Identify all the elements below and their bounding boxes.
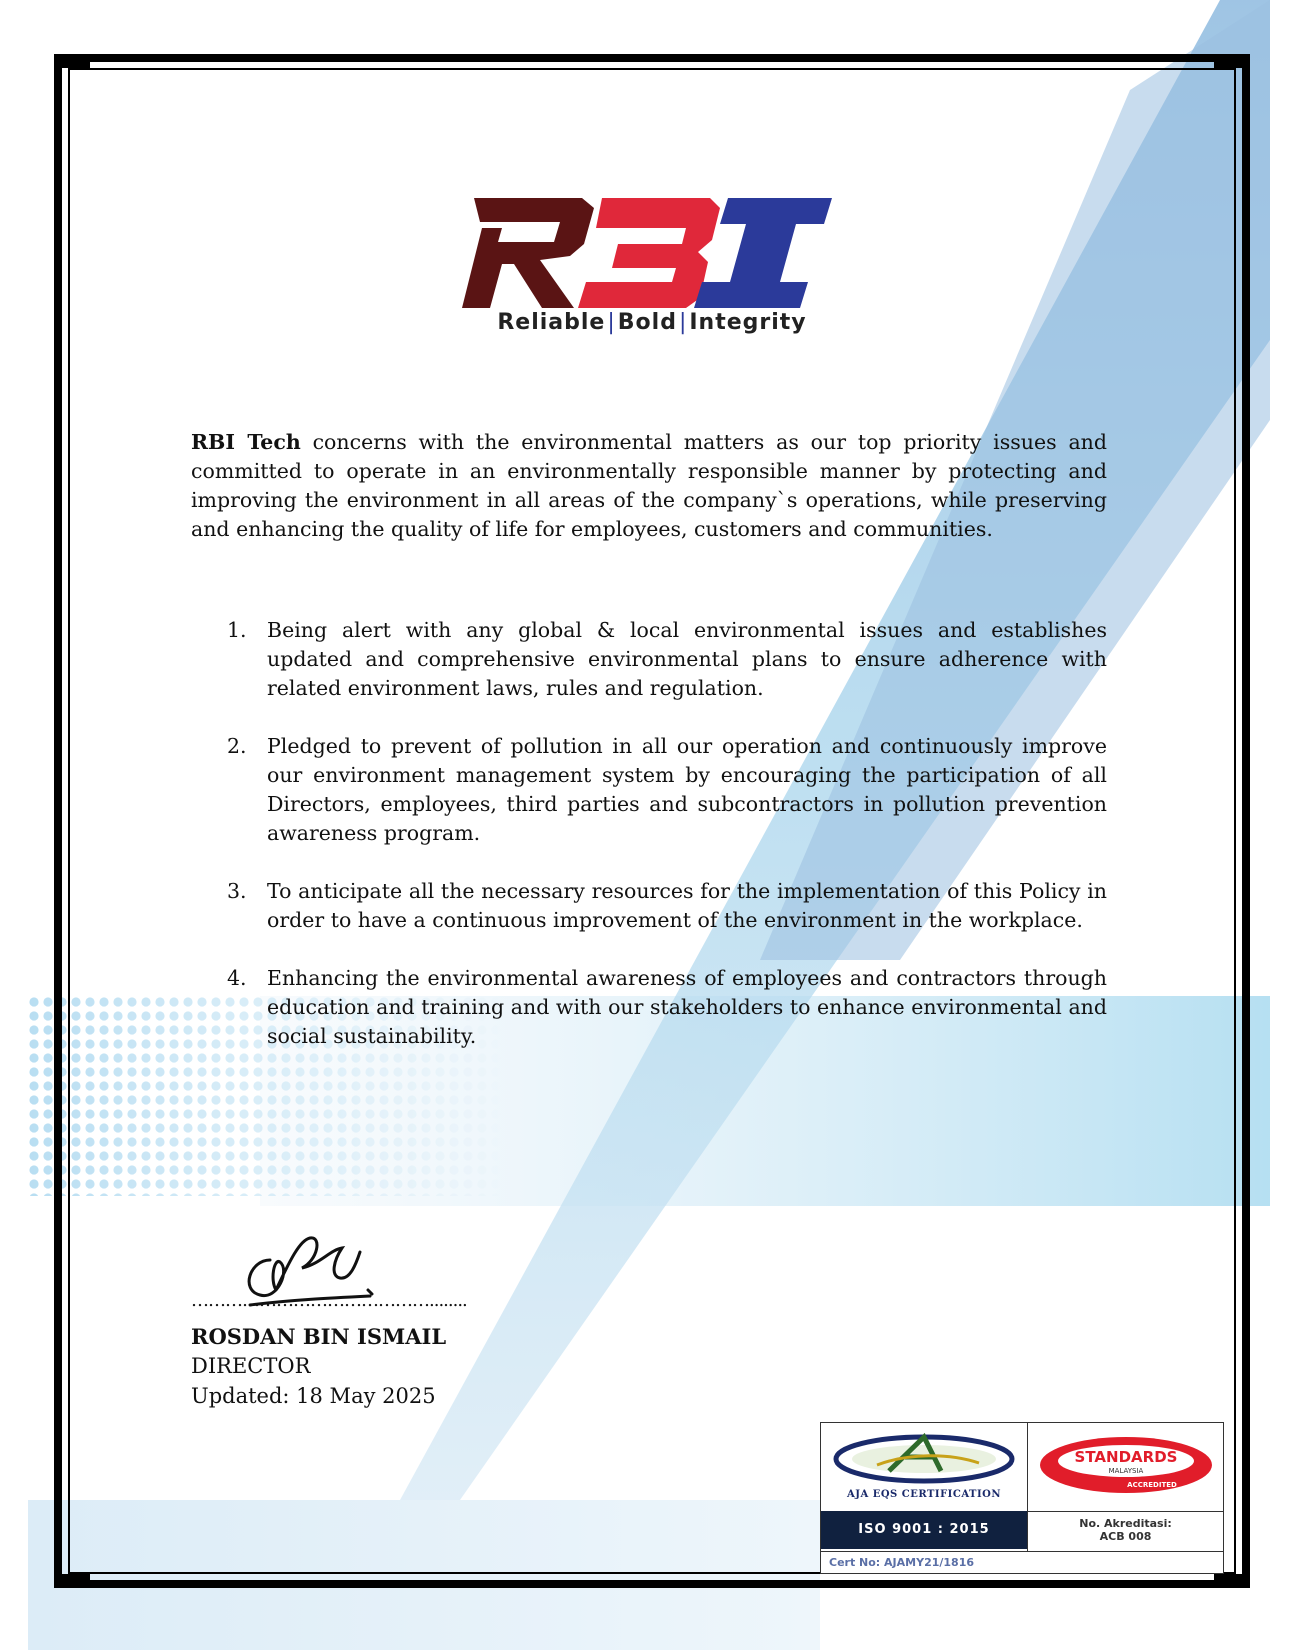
policy-text: Pledged to prevent of pollution in all our operation and continuously improve our environment management system by encouraging the participation of all Directors, employees, third parties and subcontractors in pollution prevention awareness program. bbox=[267, 734, 1107, 845]
policy-item bbox=[191, 877, 1107, 935]
frame-corner bbox=[54, 1574, 90, 1588]
standards-ring: ACCREDITED bbox=[1127, 1481, 1177, 1489]
policy-number: 1. bbox=[227, 618, 247, 642]
company-name: RBI Tech bbox=[191, 430, 301, 454]
policy-text: To anticipate all the necessary resources for the implementation of this Policy in order to have a continuous improvement of the environment in the workplace. bbox=[267, 879, 1107, 932]
standards-sub: MALAYSIA bbox=[1108, 1467, 1144, 1475]
policy-item bbox=[191, 964, 1107, 1051]
tagline-reliable: Reliable bbox=[497, 310, 606, 335]
certificate-number: Cert No: AJAMY21/1816 bbox=[821, 1551, 1223, 1573]
akreditasi-info bbox=[1028, 1511, 1223, 1549]
signatory-role: DIRECTOR bbox=[191, 1354, 311, 1378]
iso-badge: ISO 9001 : 2015 bbox=[821, 1511, 1027, 1549]
policy-number: 2. bbox=[227, 734, 247, 758]
policy-item bbox=[191, 732, 1107, 848]
logo-letter-r bbox=[462, 198, 594, 308]
tagline-separator: | bbox=[678, 310, 688, 335]
intro-paragraph bbox=[191, 428, 1107, 544]
akreditasi-number: ACB 008 bbox=[1099, 1530, 1152, 1543]
aja-certification-panel bbox=[821, 1423, 1028, 1551]
standards-malaysia-panel bbox=[1028, 1423, 1223, 1551]
tagline-integrity: Integrity bbox=[689, 310, 807, 335]
tagline-bold: Bold bbox=[617, 310, 677, 335]
policy-list bbox=[191, 616, 1107, 1080]
policy-text: Enhancing the environmental awareness of employees and contractors through education and training and with our stakeholders to enhance environmental and social sustainability. bbox=[267, 966, 1107, 1048]
policy-number: 3. bbox=[227, 879, 247, 903]
signature-line: ……………………………………........ bbox=[191, 1290, 467, 1311]
akreditasi-label: No. Akreditasi: bbox=[1079, 1517, 1172, 1530]
frame-corner bbox=[54, 54, 90, 68]
logo-tagline bbox=[462, 310, 842, 335]
signatory-name: ROSDAN BIN ISMAIL bbox=[191, 1324, 447, 1349]
logo-letter-b bbox=[578, 198, 720, 308]
policy-item bbox=[191, 616, 1107, 703]
frame-corner bbox=[1214, 1574, 1250, 1588]
policy-number: 4. bbox=[227, 966, 247, 990]
aja-label: AJA EQS CERTIFICATION bbox=[846, 1489, 1002, 1500]
certification-box bbox=[820, 1422, 1224, 1574]
tagline-separator: | bbox=[607, 310, 616, 335]
standards-malaysia-logo bbox=[1034, 1431, 1218, 1507]
frame-corner bbox=[1214, 54, 1250, 68]
policy-text: Being alert with any global & local environmental issues and establishes updated and comprehensive environmental plans to ensure adherence with related environment laws, rules and regulation. bbox=[267, 618, 1107, 700]
updated-date: Updated: 18 May 2025 bbox=[191, 1384, 436, 1408]
intro-text: concerns with the environmental matters as our top priority issues and committed to operate in an environmentally responsible manner by protecting and improving the environment in all areas of the company`s operations, while preserving and enhancing the quality of life for employees, customers and communities. bbox=[191, 430, 1107, 541]
standards-label: STANDARDS bbox=[1074, 1448, 1178, 1466]
